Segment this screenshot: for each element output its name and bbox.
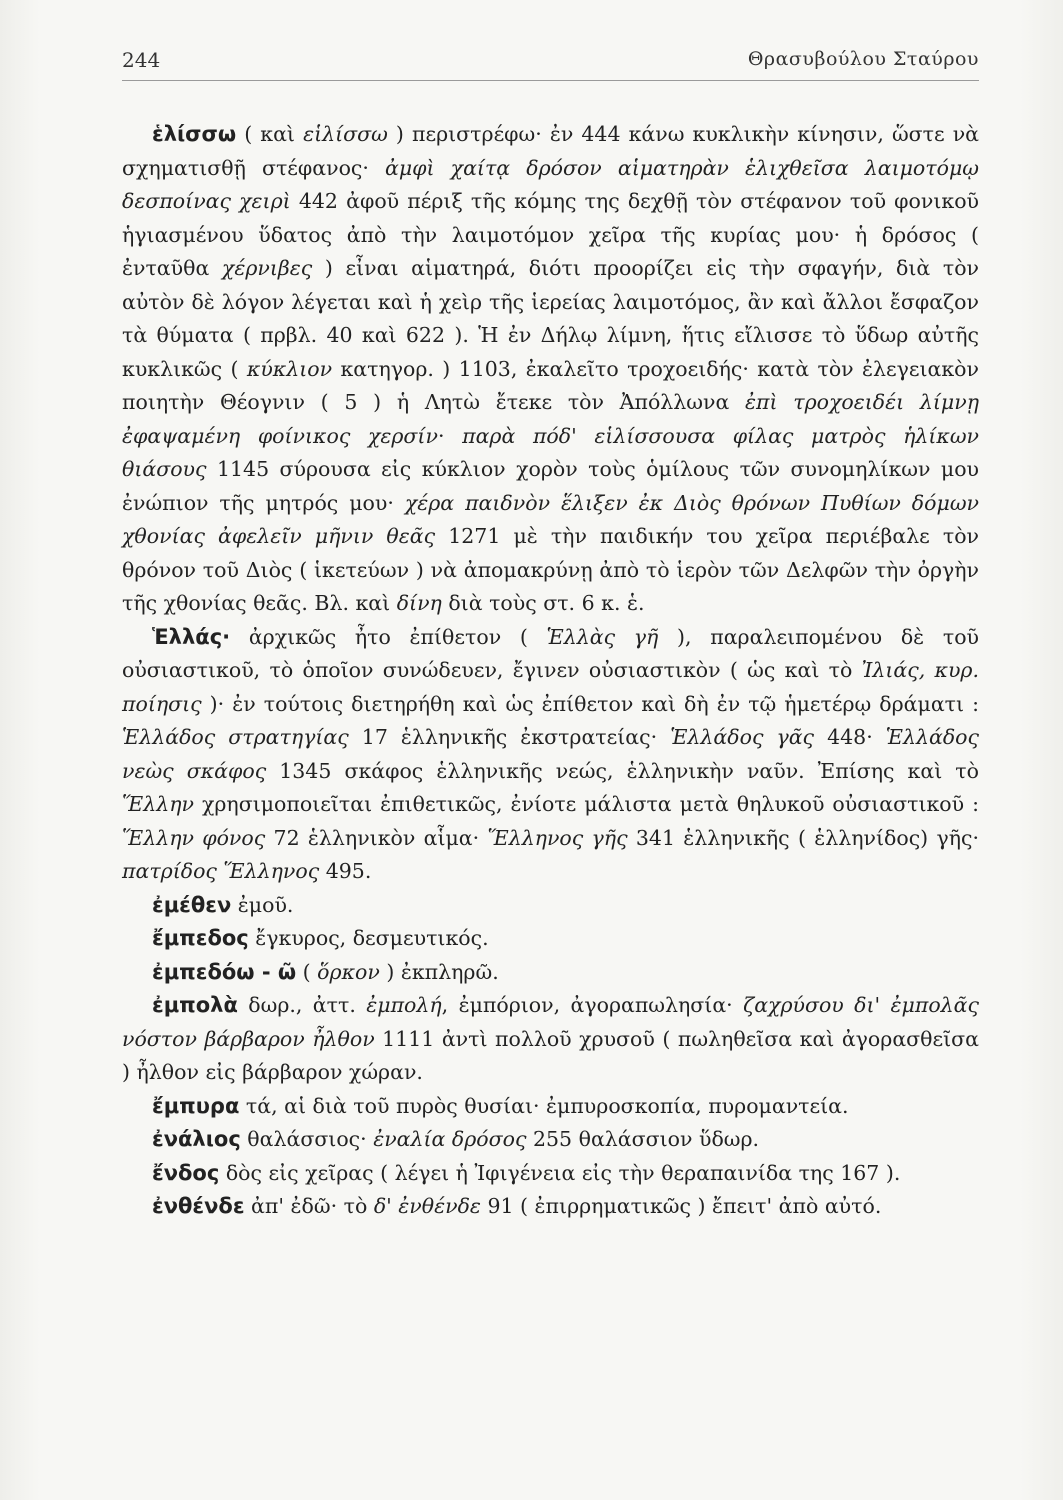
gloss-text: 1145 σύρουσα εἰς κύκλιον χορὸν τοὺς ὁμίλους τῶν συνομηλίκων μου ἐνώπιον τῆς μητρός μου· bbox=[122, 457, 979, 515]
glossary-entry-endos bbox=[122, 1157, 979, 1191]
quoted-text: Ἰλιάς, κυρ. ποίησις bbox=[122, 658, 980, 716]
quoted-text: Ἕλλην bbox=[122, 792, 194, 816]
quoted-text: κύκλιον bbox=[246, 356, 333, 381]
quoted-text: Ἑλλάδος νεὼς σκάφος bbox=[122, 725, 979, 783]
glossary-body bbox=[122, 118, 979, 1224]
gloss-text: 448· bbox=[814, 725, 886, 749]
headword: ἔνδος bbox=[152, 1160, 220, 1185]
glossary-entry-empyra bbox=[122, 1090, 979, 1124]
quoted-text: δίνη bbox=[396, 591, 442, 615]
gloss-text: 442 ἀφοῦ πέριξ τῆς κόμης της δεχθῇ τὸν στέφανον τοῦ φονικοῦ ἡγιασμένου ὕδατος ἀπὸ τὴν λαιμοτόμον χεῖρα τῆς κυρίας μου· ἡ δρόσος ( ἐνταῦθα bbox=[122, 189, 979, 280]
gloss-text: 91 ( ἐπιρρηματικῶς ) ἔπειτ' ἀπὸ αὐτό. bbox=[480, 1194, 882, 1218]
gloss-text: 1345 σκάφος ἑλληνικῆς νεώς, ἑλληνικὴν ναῦν. Ἐπίσης καὶ τὸ bbox=[266, 758, 979, 783]
headword: Ἑλλάς· bbox=[152, 624, 231, 649]
quoted-text: Ἑλλάδος γᾶς bbox=[670, 725, 815, 749]
glossary-entry-enalios bbox=[122, 1123, 979, 1157]
gloss-text: ἔγκυρος, δεσμευτικός. bbox=[248, 926, 489, 950]
gloss-text: 1271 μὲ τὴν παιδικήν του χεῖρα περιέβαλε τὸν θρόνον τοῦ Διὸς ( ἱκετεύων ) νὰ ἀπομακρύνῃ ἀπὸ τὸ ἱερὸν τῶν Δελφῶν τὴν ὀργὴν τῆς χθονίας θεᾶς. Βλ. καὶ bbox=[122, 524, 980, 615]
quoted-text: δ' ἐνθένδε bbox=[373, 1194, 481, 1218]
quoted-text: χέρνιβες bbox=[221, 256, 313, 280]
glossary-entry-empedoo bbox=[122, 956, 979, 990]
gloss-text: τά, αἱ διὰ τοῦ πυρὸς θυσίαι· ἐμπυροσκοπία, πυρομαντεία. bbox=[239, 1093, 849, 1118]
page-number: 244 bbox=[122, 48, 161, 72]
gloss-text: ἀπ' ἐδῶ· τὸ bbox=[244, 1194, 374, 1218]
quoted-text: Ἑλλὰς γῆ bbox=[546, 624, 659, 649]
glossary-entry-empedos bbox=[122, 922, 979, 956]
quoted-text: ζαχρύσου δι' ἐμπολᾶς νόστον βάρβαρον ἦλθον bbox=[122, 993, 980, 1051]
gloss-text: κατηγορ. ) 1103, ἐκαλεῖτο τροχοειδής· κατὰ τὸν ἐλεγειακὸν ποιητὴν Θέογνιν ( 5 ) ἡ Λητὼ ἔτεκε τὸν Ἀπόλλωνα bbox=[122, 356, 979, 414]
glossary-entry-enthende bbox=[122, 1190, 979, 1224]
gloss-text: 341 ἑλληνικῆς ( ἑλληνίδος) γῆς· bbox=[627, 825, 980, 850]
headword: ἑλίσσω bbox=[152, 122, 237, 146]
running-head: Θρασυβούλου Σταύρου bbox=[747, 48, 979, 70]
gloss-text: 495. bbox=[319, 859, 372, 883]
gloss-text: θαλάσσιος· bbox=[240, 1127, 374, 1151]
gloss-text: ), παραλειπομένου δὲ τοῦ οὐσιαστικοῦ, τὸ ὁποῖον συνώδευεν, ἔγινεν οὐσιαστικὸν ( ὡς καὶ τὸ bbox=[122, 624, 980, 682]
headword: ἐμπολὰ bbox=[152, 993, 238, 1017]
headword: ἐμπεδόω - ῶ bbox=[152, 959, 297, 984]
gloss-text: ) εἶναι αἱματηρά, διότι προορίζει εἰς τὴν σφαγήν, διὰ τὸν αὐτὸν δὲ λόγον λέγεται καὶ ἡ χεὶρ τῆς ἱερείας λαιμοτόμος, ἂν καὶ ἄλλοι ἔσφαζον τὰ θύματα ( πρβλ. 40 καὶ 622 ). Ἡ ἐν Δήλῳ λίμνη, ἥτις εἴλισσε τὸ ὕδωρ αὐτῆς κυκλικῶς ( bbox=[122, 256, 979, 381]
quoted-text: ἐναλία δρόσος bbox=[373, 1127, 527, 1151]
gloss-text: διὰ τοὺς στ. 6 κ. ἑ. bbox=[441, 591, 645, 615]
quoted-text: ἐπὶ τροχοειδέι λίμνῃ ἐφαψαμένη φοίνικος χερσίν bbox=[122, 390, 979, 448]
headword: ἐνάλιος bbox=[152, 1127, 241, 1151]
gloss-text: ) ἐκπληρῶ. bbox=[379, 959, 499, 984]
gloss-text: ἀρχικῶς ἦτο ἐπίθετον ( bbox=[230, 624, 547, 649]
gloss-text: 255 θαλάσσιον ὕδωρ. bbox=[526, 1127, 760, 1151]
gloss-text: ) περιστρέφω· ἐν 444 κάνω κυκλικὴν κίνησιν, ὥστε νὰ σχηματισθῇ στέφανος· bbox=[122, 122, 979, 180]
quoted-text: παρὰ πόδ' εἱλίσσουσα φίλας ματρὸς ἡλίκων θιάσους bbox=[122, 423, 979, 481]
quoted-text: ὅρκον bbox=[317, 959, 380, 984]
gloss-text: δωρ., ἀττ. bbox=[237, 993, 367, 1017]
gloss-text: 1111 ἀντὶ πολλοῦ χρυσοῦ ( πωληθεῖσα καὶ ἀγορασθεῖσα ) ἦλθον εἰς βάρβαρον χώραν. bbox=[122, 1026, 980, 1084]
gloss-text: ( καὶ bbox=[236, 122, 304, 146]
gloss-text: 17 ἑλληνικῆς ἐκστρατείας· bbox=[348, 725, 671, 749]
quoted-text: Ἕλλην φόνος bbox=[122, 825, 266, 850]
gloss-text: , ἐμπόριον, ἀγοραπωλησία· bbox=[441, 993, 744, 1017]
gloss-text: ( bbox=[296, 959, 318, 984]
gloss-text: · bbox=[437, 423, 463, 448]
gloss-text: χρησιμοποιεῖται ἐπιθετικῶς, ἐνίοτε μάλιστα μετὰ θηλυκοῦ οὐσιαστικοῦ : bbox=[193, 792, 979, 816]
gloss-text: )· ἐν τούτοις διετηρήθη καὶ ὡς ἐπίθετον καὶ δὴ ἐν τῷ ἡμετέρῳ δράματι : bbox=[201, 691, 979, 716]
gloss-text: ἐμοῦ. bbox=[231, 892, 294, 917]
glossary-entry-emethen bbox=[122, 889, 979, 923]
quoted-text: Ἕλληνος γῆς bbox=[487, 825, 628, 850]
glossary-entry-empola bbox=[122, 989, 979, 1090]
quoted-text: χέρα παιδνὸν ἕλιξεν ἐκ Διὸς θρόνων Πυθίων δόμων χθονίας ἀφελεῖν μῆνιν θεᾶς bbox=[122, 490, 979, 548]
glossary-entry-elisso bbox=[122, 118, 979, 621]
headword: ἐνθένδε bbox=[152, 1194, 245, 1218]
quoted-text: πατρίδος Ἕλληνος bbox=[122, 859, 320, 883]
quoted-text: Ἑλλάδος στρατηγίας bbox=[122, 725, 349, 749]
quoted-text: ἐμπολή bbox=[366, 993, 442, 1017]
headword: ἔμπυρα bbox=[152, 1093, 240, 1118]
quoted-text: ἀμφὶ χαίτᾳ δρόσον αἱματηρὰν ἑλιχθεῖσα λαιμοτόμῳ δεσποίνας χειρὶ bbox=[122, 155, 979, 213]
page-header bbox=[122, 40, 979, 81]
gloss-text: δὸς εἰς χεῖρας ( λέγει ἡ Ἰφιγένεια εἰς τὴν θεραπαινίδα της 167 ). bbox=[219, 1160, 901, 1185]
headword: ἐμέθεν bbox=[152, 892, 232, 917]
glossary-entry-hellas bbox=[122, 621, 979, 889]
quoted-text: εἱλίσσω bbox=[303, 122, 388, 146]
headword: ἔμπεδος bbox=[152, 926, 249, 950]
gloss-text: 72 ἑλληνικὸν αἷμα· bbox=[265, 825, 488, 850]
